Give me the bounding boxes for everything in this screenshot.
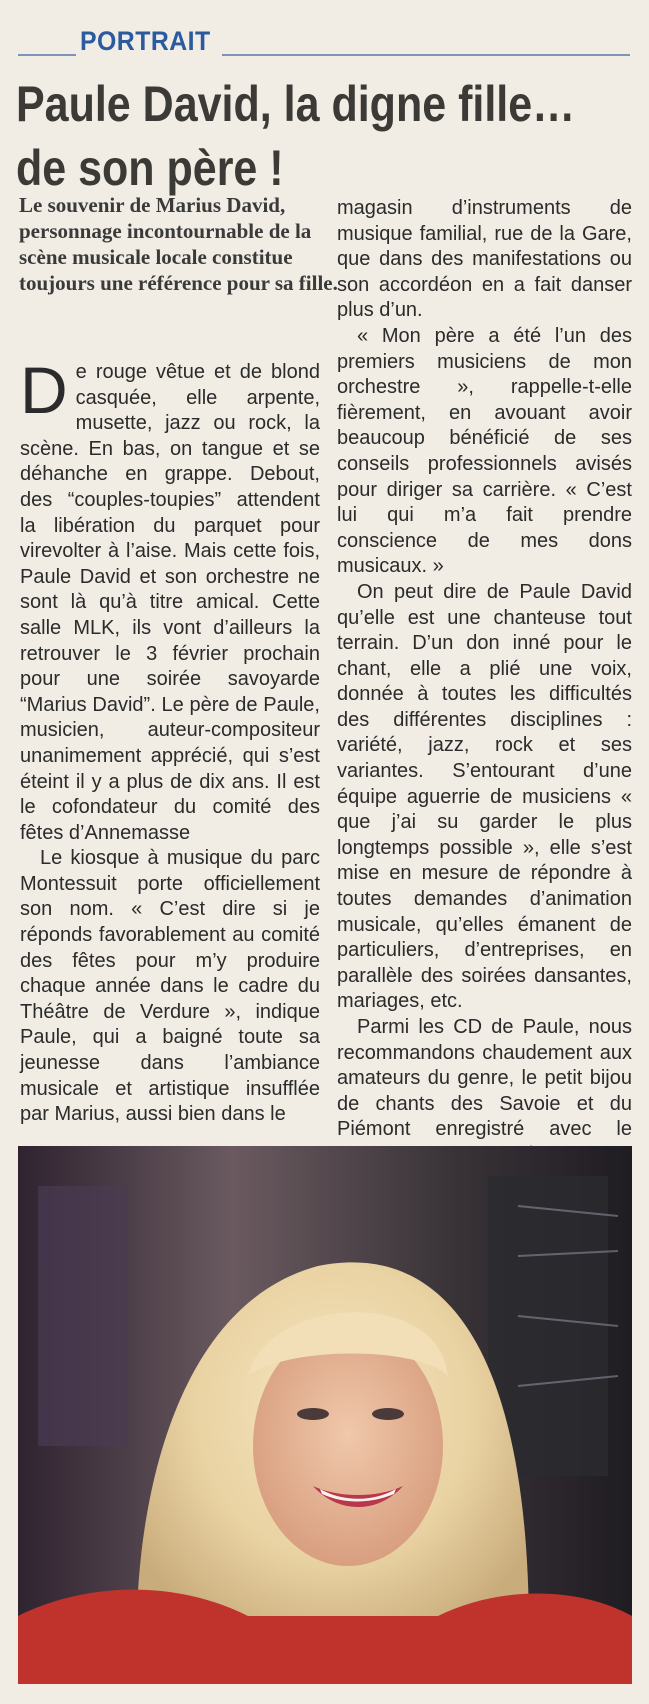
paragraph: magasin d’instruments de musique familial, rue de la Gare, que dans des manifestations ou son accordéon en a fait danser plus d’un. [337,197,632,322]
drop-cap: D [20,353,68,427]
paragraph-text: Parmi les CD de Paule, nous recommandons chaudement aux amateurs du genre, le petit bijou de chants des Savoie et du Piémont enregistré avec le [337,1016,632,1141]
lede: Le souvenir de Marius David, personnage incontournable de la scène musicale locale constitue toujours une référence pour sa fille. [19,193,338,295]
article-column-right [337,196,632,1195]
paragraph-text: e rouge vêtue et de blond casquée, elle arpente, musette, jazz ou rock, la scène. En bas, on tangue et se déhanche en grappe. Debout, des “couples-toupies” attendent la libération du parquet pour virevolter à l’aise. Mais cette fois, Paule David et son orchestre ne sont là qu’à titre amical. Cette salle MLK, ils vont d’ailleurs la retrouver le 3 février prochain pour une soirée savoyarde “Marius David”. Le père de Paule, musicien, auteur-compositeur unanimement apprécié, qui s’est éteint il y a plus de dix ans. Il est le cofondateur du comité des fêtes d’Annemasse [20,361,320,844]
article-column-left [20,353,320,1128]
paragraph: « Mon père a été l’un des premiers musiciens de mon orchestre », rappelle-t-elle fièrement, en avouant avoir beaucoup bénéficié de ses conseils professionnels avisés pour diriger sa carrière. « C’est lui qui m’a fait prendre conscience de mes dons musicaux. » [337,324,632,578]
rubric-rule-right [222,54,630,56]
headline-line-1: Paule David, la digne fille… [16,76,576,132]
headline [16,72,576,200]
paragraph: On peut dire de Paule David qu’elle est une chanteuse tout terrain. D’un don inné pour le chant, elle a plié une voix, donnée à toutes les difficultés des différentes disciplines : variété, jazz, rock et ses variantes. S’entourant d’une équipe aguerrie de musiciens « que j’ai su garder le plus longtemps possible », elle s’est mise en mesure de répondre à toutes demandes d’animation musicale, qu’elles émanent de particuliers, d’entreprises, en parallèle des soirées dansantes, mariages, etc. [337,580,632,1013]
headline-line-2: de son père ! [16,140,284,196]
portrait-photo-illustration [18,1146,632,1684]
section-rubric [18,22,630,58]
paragraph: Le kiosque à musique du parc Montessuit porte officiellement son nom. « C’est dire si je réponds favorablement au comité des fêtes pour m’y produire chaque année dans le cadre du Théâtre de Verdure », indique Paule, qui a baigné toute sa jeunesse dans l’ambiance musicale et artistique insufflée par Marius, aussi bien dans le [20,847,320,1126]
rubric-label: PORTRAIT [80,26,211,56]
paragraph [20,353,320,846]
portrait-photo [18,1146,632,1684]
rubric-rule-left [18,54,76,56]
